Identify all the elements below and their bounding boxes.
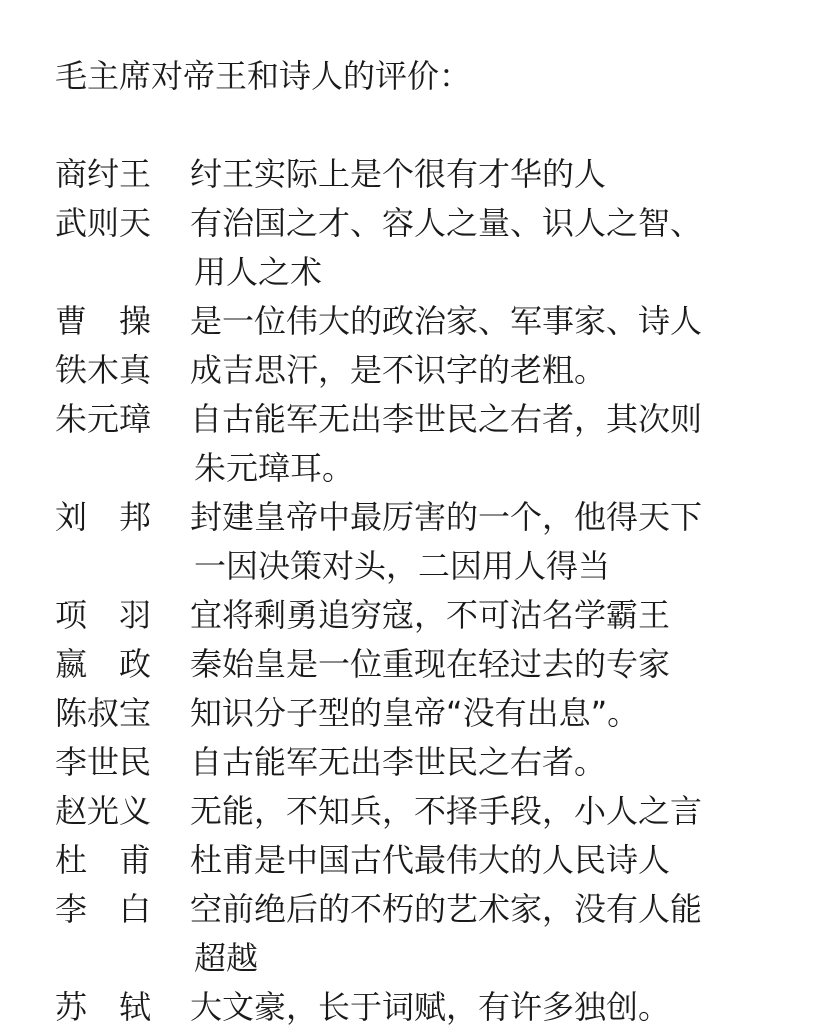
entry-description-line: 是一位伟大的政治家、军事家、诗人 [190,302,703,340]
entry-name: 苏 轼 [55,988,152,1026]
entry-description-line: 用人之术 [194,253,323,291]
entry-description [190,689,795,738]
entry-description [190,738,795,787]
entry-description [190,591,795,640]
page-title: 毛主席对帝王和诗人的评价： [55,57,472,95]
entry-name: 曹 操 [55,302,152,340]
entry-description [190,150,795,199]
entry-description-line: 纣王实际上是个很有才华的人 [190,155,607,193]
list-item [55,591,795,640]
list-item [55,395,795,493]
entry-description-line: 有治国之才、容人之量、识人之智、 [190,204,703,242]
entry-name: 李世民 [55,743,152,781]
entry-description-line: 知识分子型的皇帝“没有出息”。 [190,694,640,732]
entry-description-line: 封建皇帝中最厉害的一个，他得天下 [190,498,703,536]
entry-description [190,836,795,885]
entry-description-line: 成吉思汗，是不识字的老粗。 [190,351,607,389]
entry-name: 陈叔宝 [55,694,152,732]
list-item [55,738,795,787]
entry-name: 赵光义 [55,792,152,830]
entry-name: 铁木真 [55,351,152,389]
entry-description-line: 一因决策对头，二因用人得当 [194,547,611,585]
entry-description-line: 空前绝后的不朽的艺术家，没有人能 [190,890,703,928]
entry-description [190,346,795,395]
list-item [55,493,795,591]
entry-description-line: 无能，不知兵，不择手段，小人之言 [190,792,703,830]
entry-description [190,640,795,689]
entry-description-line: 自古能军无出李世民之右者，其次则 [190,400,703,438]
entry-name: 商纣王 [55,155,152,193]
entry-description-line: 大文豪，长于词赋，有许多独创。 [190,988,671,1026]
list-item [55,297,795,346]
entry-name: 朱元璋 [55,400,152,438]
entry-description [190,787,795,836]
entry-name: 杜 甫 [55,841,152,879]
entry-description-line: 杜甫是中国古代最伟大的人民诗人 [190,841,671,879]
list-item [55,150,795,199]
entry-description [190,885,795,983]
entry-name: 项 羽 [55,596,152,634]
list-item [55,689,795,738]
entry-description [190,297,795,346]
entry-name: 李 白 [55,890,152,928]
entry-name: 武则天 [55,204,152,242]
entry-description-line: 朱元璋耳。 [194,449,355,487]
list-item [55,787,795,836]
list-item [55,983,795,1032]
list-item [55,346,795,395]
list-item [55,885,795,983]
list-item [55,640,795,689]
entry-description [190,493,795,591]
entry-description [190,983,795,1032]
entry-description-line: 自古能军无出李世民之右者。 [190,743,607,781]
entry-name: 刘 邦 [55,498,152,536]
entry-description [190,395,795,493]
list-item [55,836,795,885]
entry-description-line: 秦始皇是一位重现在轻过去的专家 [190,645,671,683]
entry-description [190,199,795,297]
entry-description-line: 宜将剩勇追穷寇，不可沽名学霸王 [190,596,671,634]
evaluation-list [55,150,795,1032]
list-item [55,199,795,297]
entry-description-line: 超越 [194,939,259,977]
entry-name: 嬴 政 [55,645,152,683]
